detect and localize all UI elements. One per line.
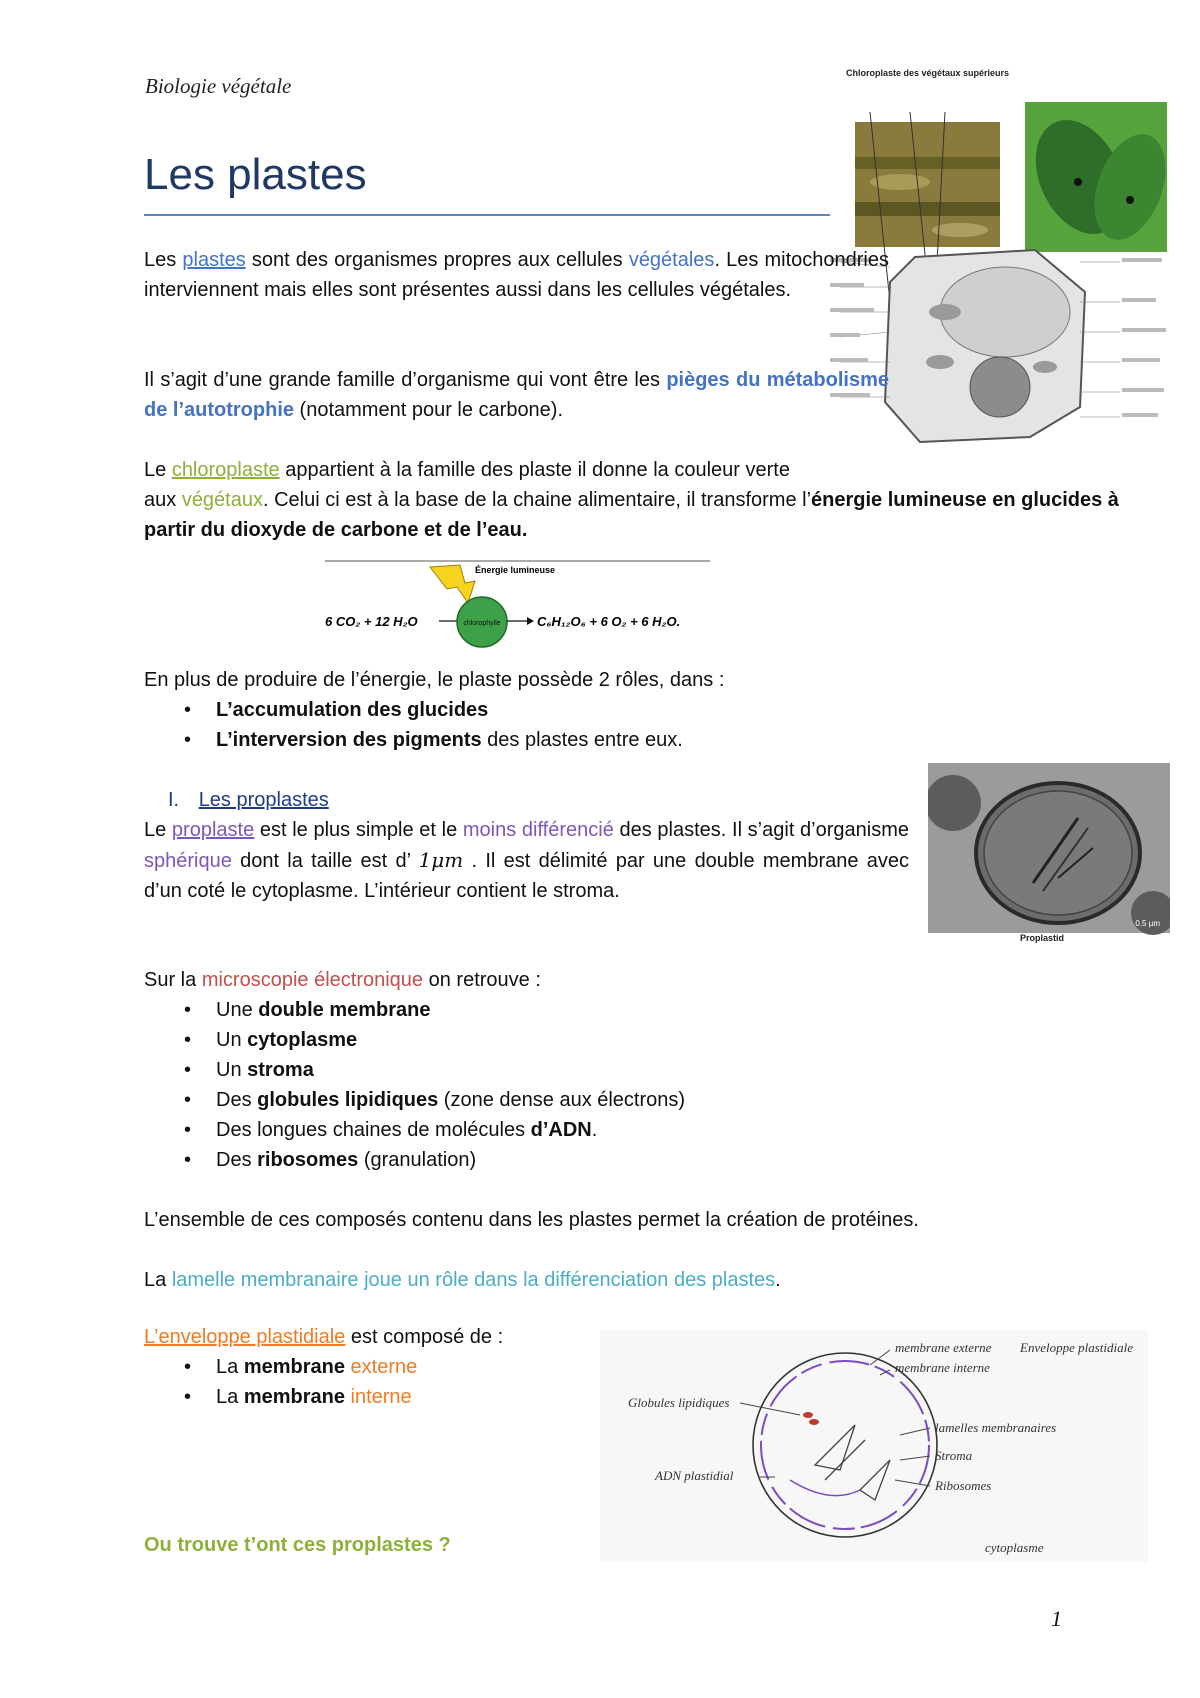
comp-pre: Un — [216, 1029, 248, 1051]
chloroplast-figure-title: Chloroplaste des végétaux supérieurs — [846, 68, 1010, 78]
chloro-text-3: aux — [144, 489, 182, 511]
comp-bold: double membrane — [258, 999, 431, 1021]
list-item: • Des longues chaines de molécules d’ADN. — [184, 1119, 598, 1141]
comp-bold: d’ADN — [530, 1119, 592, 1141]
scale-bar-label: 0.5 µm — [1135, 919, 1160, 928]
mem-pre: La — [216, 1356, 244, 1378]
link-plastes[interactable]: plastes — [182, 249, 246, 271]
proplaste-paragraph — [144, 815, 909, 906]
lamelle-text-1: La — [144, 1269, 172, 1291]
proplastid-micrograph — [928, 763, 1170, 943]
comp-bold: globules lipidiques — [257, 1089, 439, 1111]
light-bolt-icon — [430, 565, 475, 603]
chloro-text-2: appartient à la famille des plaste il donne la couleur verte — [279, 459, 790, 481]
section-heading-proplastes — [168, 785, 329, 815]
proplastid-caption: Proplastid — [1020, 933, 1065, 943]
roles-list — [144, 695, 1044, 755]
proplaste-text-3: des plastes. Il s’agit d’organisme — [613, 819, 909, 841]
role-1-bold: L’accumulation des glucides — [216, 699, 489, 721]
size-value: 1μm — [418, 848, 464, 872]
term-spherique: sphérique — [144, 850, 232, 872]
chloro-text-1: Le — [144, 459, 172, 481]
chlorophyll-label: chlorophylle — [463, 620, 501, 627]
role-2-rest: des plastes entre eux. — [481, 729, 683, 751]
lamelle-paragraph — [144, 1265, 1094, 1295]
role-2-bold: L’interversion des pigments — [216, 729, 482, 751]
page-header: Biologie végétale — [145, 74, 292, 98]
proplaste-text-1: Le — [144, 819, 172, 841]
comp-pre: Des longues chaines de molécules — [216, 1119, 531, 1141]
label-stroma: Stroma — [935, 1448, 973, 1463]
sketch-svg — [600, 1330, 1148, 1562]
family-paragraph — [144, 365, 889, 425]
chloro-bold-text: énergie lumineuse en glucides à partir du dioxyde de carbone et de l’eau. — [144, 489, 1119, 541]
comp-bold: ribosomes — [257, 1149, 359, 1171]
label-mem-int: membrane interne — [895, 1360, 990, 1375]
term-moins-differencie: moins différencié — [462, 819, 614, 841]
intro-paragraph — [144, 245, 889, 305]
list-item: • Des ribosomes (granulation) — [184, 1149, 477, 1171]
comp-rest: (zone dense aux électrons) — [438, 1089, 686, 1111]
envelope-paragraph — [144, 1322, 604, 1412]
intro-text-1: Les — [144, 249, 183, 271]
mem-colored: interne — [344, 1386, 412, 1408]
comp-pre: Des — [216, 1089, 258, 1111]
proplastid-svg — [928, 763, 1170, 943]
list-item: • Un stroma — [184, 1059, 314, 1081]
family-text-1: Il s’agit d’une grande famille d’organisme qui vont être les — [144, 369, 667, 391]
proplaste-text-5: . Il est délimité par une double membrane avec d’un coté le cytoplasme. L’intérieur contient le stroma. — [144, 850, 909, 902]
list-item: • Des globules lipidiques (zone dense aux électrons) — [184, 1089, 686, 1111]
equation-svg — [325, 555, 710, 657]
family-text-2: (notamment pour le carbone). — [294, 399, 564, 421]
term-vegetales: végétales — [628, 249, 715, 271]
micro-text-1: Sur la — [144, 969, 202, 991]
mem-bold: membrane — [243, 1386, 345, 1408]
label-mem-ext: membrane externe — [895, 1340, 992, 1355]
roles-paragraph — [144, 665, 1044, 755]
comp-pre: Un — [216, 1059, 248, 1081]
term-lamelle: lamelle membranaire joue un rôle dans la différenciation des plastes — [171, 1269, 776, 1291]
env-text-1: est composé de : — [345, 1326, 504, 1348]
proplaste-text-2: est le plus simple et le — [254, 819, 463, 841]
list-item: • La membrane interne — [184, 1386, 412, 1408]
label-ribosomes: Ribosomes — [935, 1478, 992, 1493]
label-lamelles: lamelles membranaires — [935, 1420, 1057, 1435]
photosynthesis-equation — [325, 555, 710, 657]
proplastid-sketch — [600, 1330, 1148, 1562]
comp-bold: cytoplasme — [247, 1029, 358, 1051]
page-title: Les plastes — [144, 150, 367, 199]
term-microscopie: microscopie électronique — [201, 969, 424, 991]
closing-question: Ou trouve t’ont ces proplastes ? — [144, 1534, 451, 1556]
label-adn: ADN plastidial — [655, 1468, 734, 1483]
proplaste-text-4: dont la taille est d’ — [231, 850, 419, 872]
equation-products: C₆H₁₂O₆ + 6 O₂ + 6 H₂O. — [537, 614, 681, 629]
membrane-list — [144, 1352, 604, 1412]
list-item: • L’interversion des pigments des plastes entre eux. — [184, 729, 683, 751]
list-item: • Un cytoplasme — [184, 1029, 358, 1051]
comp-pre: Des — [216, 1149, 258, 1171]
section-title-link[interactable]: Les proplastes — [198, 789, 329, 811]
term-pieges-metabolisme: pièges du métabolisme de l’autotrophie — [144, 369, 889, 421]
intro-text-2: sont des organismes propres aux cellules — [245, 249, 629, 271]
list-item: • L’accumulation des glucides — [184, 699, 489, 721]
chloroplast-paragraph — [144, 455, 1119, 545]
mem-pre: La — [216, 1386, 244, 1408]
mem-colored: externe — [344, 1356, 418, 1378]
link-chloroplaste[interactable]: chloroplaste — [171, 459, 280, 481]
comp-bold: stroma — [247, 1059, 314, 1081]
comp-rest: . — [591, 1119, 598, 1141]
label-cytoplasme: cytoplasme — [985, 1540, 1044, 1555]
lamelle-text-2: . — [775, 1269, 781, 1291]
mem-bold: membrane — [243, 1356, 345, 1378]
roles-intro: En plus de produire de l’énergie, le plaste possède 2 rôles, dans : — [144, 669, 725, 691]
label-lipid: Globules lipidiques — [628, 1395, 730, 1410]
term-vegetaux: végétaux — [181, 489, 263, 511]
chloro-text-4: . Celui ci est à la base de la chaine alimentaire, il transforme l’ — [262, 489, 812, 511]
micro-text-2: on retrouve : — [423, 969, 541, 991]
light-energy-label: Énergie lumineuse — [475, 565, 556, 575]
microscopy-paragraph — [144, 965, 1044, 1175]
label-envelope: Enveloppe plastidiale — [1020, 1340, 1134, 1355]
page-number: 1 — [1051, 1606, 1062, 1631]
link-enveloppe[interactable]: L’enveloppe plastidiale — [144, 1326, 346, 1348]
proteins-paragraph: L’ensemble de ces composés contenu dans les plastes permet la création de protéines. — [144, 1209, 919, 1231]
title-divider — [144, 214, 834, 216]
intro-text-3: . Les mitochondries interviennent mais elles sont présentes aussi dans les cellules végétales. — [144, 249, 889, 301]
link-proplaste[interactable]: proplaste — [171, 819, 255, 841]
equation-reactants: 6 CO₂ + 12 H₂O — [325, 614, 418, 629]
section-number: I. — [168, 789, 180, 811]
list-item: • La membrane externe — [184, 1356, 418, 1378]
comp-rest: (granulation) — [358, 1149, 477, 1171]
comp-pre: Une — [216, 999, 259, 1021]
list-item: • Une double membrane — [184, 999, 431, 1021]
components-list — [144, 995, 1044, 1175]
